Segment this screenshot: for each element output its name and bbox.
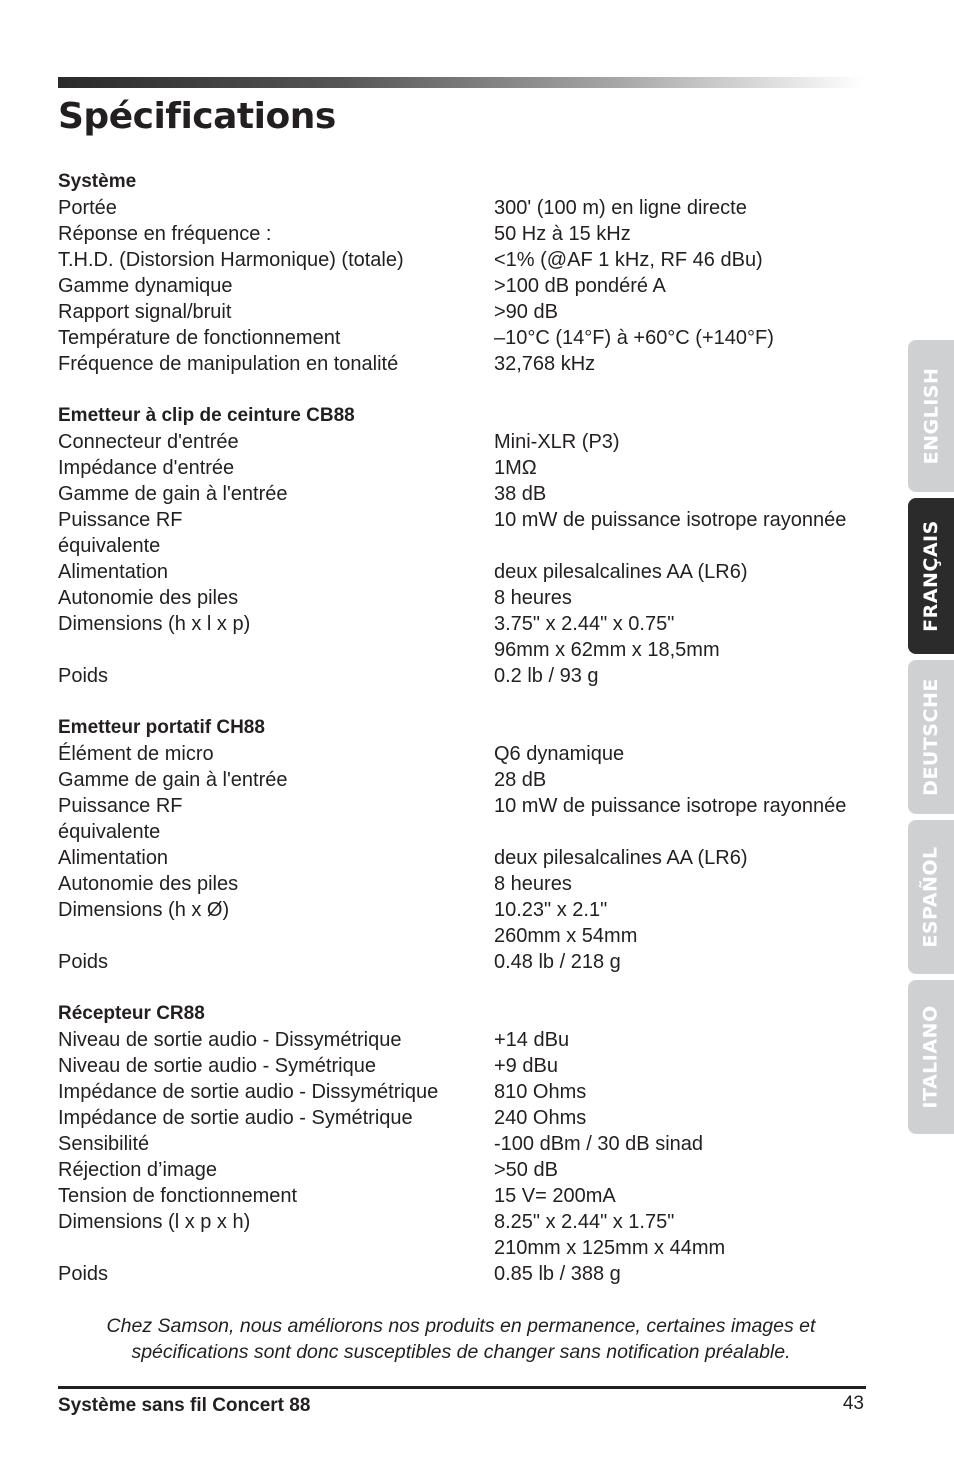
spec-value: 8.25" x 2.44" x 1.75" <box>494 1211 675 1233</box>
spec-row <box>58 1053 878 1079</box>
spec-row <box>58 897 878 923</box>
section-heading: Emetteur à clip de ceinture CB88 <box>58 405 355 426</box>
section-gap <box>58 689 878 715</box>
spec-value: 0.85 lb / 388 g <box>494 1263 621 1285</box>
spec-label: Poids <box>58 951 109 973</box>
spec-label: Puissance RF <box>58 509 183 531</box>
spec-value: Mini-XLR (P3) <box>494 431 620 453</box>
spec-row <box>58 845 878 871</box>
spec-label: Gamme dynamique <box>58 275 233 297</box>
spec-row <box>58 429 878 455</box>
spec-row <box>58 637 878 663</box>
spec-label: équivalente <box>58 821 161 843</box>
spec-label: Alimentation <box>58 561 169 583</box>
spec-row <box>58 767 878 793</box>
section-heading: Récepteur CR88 <box>58 1003 205 1024</box>
spec-value: >90 dB <box>494 301 558 323</box>
spec-value: 0.48 lb / 218 g <box>494 951 621 973</box>
spec-row <box>58 819 878 845</box>
spec-label: Impédance de sortie audio - Symétrique <box>58 1107 413 1129</box>
spec-value: 1MΩ <box>494 457 537 479</box>
spec-label: T.H.D. (Distorsion Harmonique) (totale) <box>58 249 404 271</box>
spec-label: Réjection d’image <box>58 1159 217 1181</box>
spec-value: 300' (100 m) en ligne directe <box>494 197 747 219</box>
spec-value: 10 mW de puissance isotrope rayonnée <box>494 795 847 817</box>
spec-label: Impédance d'entrée <box>58 457 235 479</box>
spec-row <box>58 533 878 559</box>
spec-label: Puissance RF <box>58 795 183 817</box>
spec-row <box>58 247 878 273</box>
spec-value: 210mm x 125mm x 44mm <box>494 1237 726 1259</box>
header-rule <box>58 77 864 88</box>
spec-label: Poids <box>58 1263 109 1285</box>
spec-row <box>58 663 878 689</box>
spec-label: Fréquence de manipulation en tonalité <box>58 353 399 375</box>
section-gap <box>58 377 878 403</box>
spec-label: Température de fonctionnement <box>58 327 341 349</box>
spec-row <box>58 741 878 767</box>
spec-label: Réponse en fréquence : <box>58 223 272 245</box>
spec-row <box>58 923 878 949</box>
spec-label: Rapport signal/bruit <box>58 301 232 323</box>
spec-row <box>58 1235 878 1261</box>
spec-row <box>58 351 878 377</box>
spec-value: 240 Ohms <box>494 1107 587 1129</box>
spec-label: Portée <box>58 197 117 219</box>
language-tab-label: ESPAÑOL <box>920 846 942 948</box>
spec-label: Poids <box>58 665 109 687</box>
spec-label: Niveau de sortie audio - Symétrique <box>58 1055 376 1077</box>
disclaimer-line: Chez Samson, nous améliorons nos produits en permanence, certaines images et <box>106 1315 816 1337</box>
spec-list <box>58 169 878 1287</box>
spec-value: 3.75" x 2.44" x 0.75" <box>494 613 675 635</box>
spec-value: +14 dBu <box>494 1029 570 1051</box>
footer-rule <box>58 1386 866 1389</box>
section-gap <box>58 975 878 1001</box>
spec-value: 8 heures <box>494 873 572 895</box>
spec-label: Gamme de gain à l'entrée <box>58 483 288 505</box>
spec-label: équivalente <box>58 535 161 557</box>
spec-row <box>58 871 878 897</box>
spec-row <box>58 507 878 533</box>
spec-row <box>58 221 878 247</box>
spec-value: deux pilesalcalines AA (LR6) <box>494 847 748 869</box>
spec-row <box>58 611 878 637</box>
spec-value: 10.23" x 2.1" <box>494 899 608 921</box>
spec-row <box>58 1079 878 1105</box>
spec-row <box>58 793 878 819</box>
spec-row <box>58 949 878 975</box>
spec-label: Impédance de sortie audio - Dissymétrique <box>58 1081 439 1103</box>
spec-value: 8 heures <box>494 587 572 609</box>
spec-value: 10 mW de puissance isotrope rayonnée <box>494 509 847 531</box>
spec-row <box>58 1157 878 1183</box>
spec-row <box>58 585 878 611</box>
disclaimer-note <box>58 1313 864 1365</box>
language-tab-label: ENGLISH <box>920 367 942 465</box>
spec-value: 0.2 lb / 93 g <box>494 665 599 687</box>
spec-label: Autonomie des piles <box>58 587 239 609</box>
footer-product-title: Système sans fil Concert 88 <box>58 1395 311 1416</box>
spec-row <box>58 195 878 221</box>
spec-label: Connecteur d'entrée <box>58 431 239 453</box>
spec-row <box>58 559 878 585</box>
spec-value: Q6 dynamique <box>494 743 625 765</box>
spec-value: -100 dBm / 30 dB sinad <box>494 1133 704 1155</box>
spec-row <box>58 1027 878 1053</box>
spec-label: Gamme de gain à l'entrée <box>58 769 288 791</box>
spec-row <box>58 1105 878 1131</box>
language-tab-label: FRANÇAIS <box>920 520 942 632</box>
spec-row <box>58 1209 878 1235</box>
spec-value: 28 dB <box>494 769 547 791</box>
spec-value: 50 Hz à 15 kHz <box>494 223 631 245</box>
spec-value: +9 dBu <box>494 1055 558 1077</box>
spec-value: deux pilesalcalines AA (LR6) <box>494 561 748 583</box>
language-tab-deutsche[interactable] <box>908 660 954 814</box>
spec-label: Dimensions (h x Ø) <box>58 899 230 921</box>
spec-value: 810 Ohms <box>494 1081 587 1103</box>
spec-row <box>58 1183 878 1209</box>
disclaimer-line: spécifications sont donc susceptibles de changer sans notification préalable. <box>131 1341 791 1363</box>
spec-row <box>58 481 878 507</box>
spec-label: Élément de micro <box>58 743 214 765</box>
spec-row <box>58 325 878 351</box>
language-tab-english[interactable] <box>908 340 954 492</box>
spec-value: 96mm x 62mm x 18,5mm <box>494 639 720 661</box>
spec-label: Dimensions (h x l x p) <box>58 613 251 635</box>
spec-value: –10°C (14°F) à +60°C (+140°F) <box>494 327 774 349</box>
page-title: Spécifications <box>58 96 336 137</box>
spec-label: Tension de fonctionnement <box>58 1185 298 1207</box>
language-tab-italiano[interactable] <box>908 980 954 1134</box>
section-heading: Emetteur portatif CH88 <box>58 717 265 738</box>
spec-value: 38 dB <box>494 483 547 505</box>
spec-value: <1% (@AF 1 kHz, RF 46 dBu) <box>494 249 763 271</box>
language-tab-espanol[interactable] <box>908 820 954 974</box>
spec-label: Dimensions (l x p x h) <box>58 1211 251 1233</box>
spec-value: 15 V= 200mA <box>494 1185 616 1207</box>
language-tab-label: ITALIANO <box>920 1005 943 1109</box>
spec-label: Alimentation <box>58 847 169 869</box>
spec-label: Sensibilité <box>58 1133 150 1155</box>
spec-value: 32,768 kHz <box>494 353 596 375</box>
section-heading: Système <box>58 171 137 192</box>
spec-label: Autonomie des piles <box>58 873 239 895</box>
spec-row <box>58 299 878 325</box>
spec-row <box>58 273 878 299</box>
page-number: 43 <box>842 1393 864 1414</box>
language-tab-label: DEUTSCHE <box>920 678 942 796</box>
spec-row <box>58 1261 878 1287</box>
spec-row <box>58 1131 878 1157</box>
spec-value: >50 dB <box>494 1159 558 1181</box>
spec-value: 260mm x 54mm <box>494 925 638 947</box>
spec-value: >100 dB pondéré A <box>494 275 666 297</box>
spec-row <box>58 455 878 481</box>
language-tab-francais[interactable] <box>908 498 954 654</box>
spec-label: Niveau de sortie audio - Dissymétrique <box>58 1029 402 1051</box>
